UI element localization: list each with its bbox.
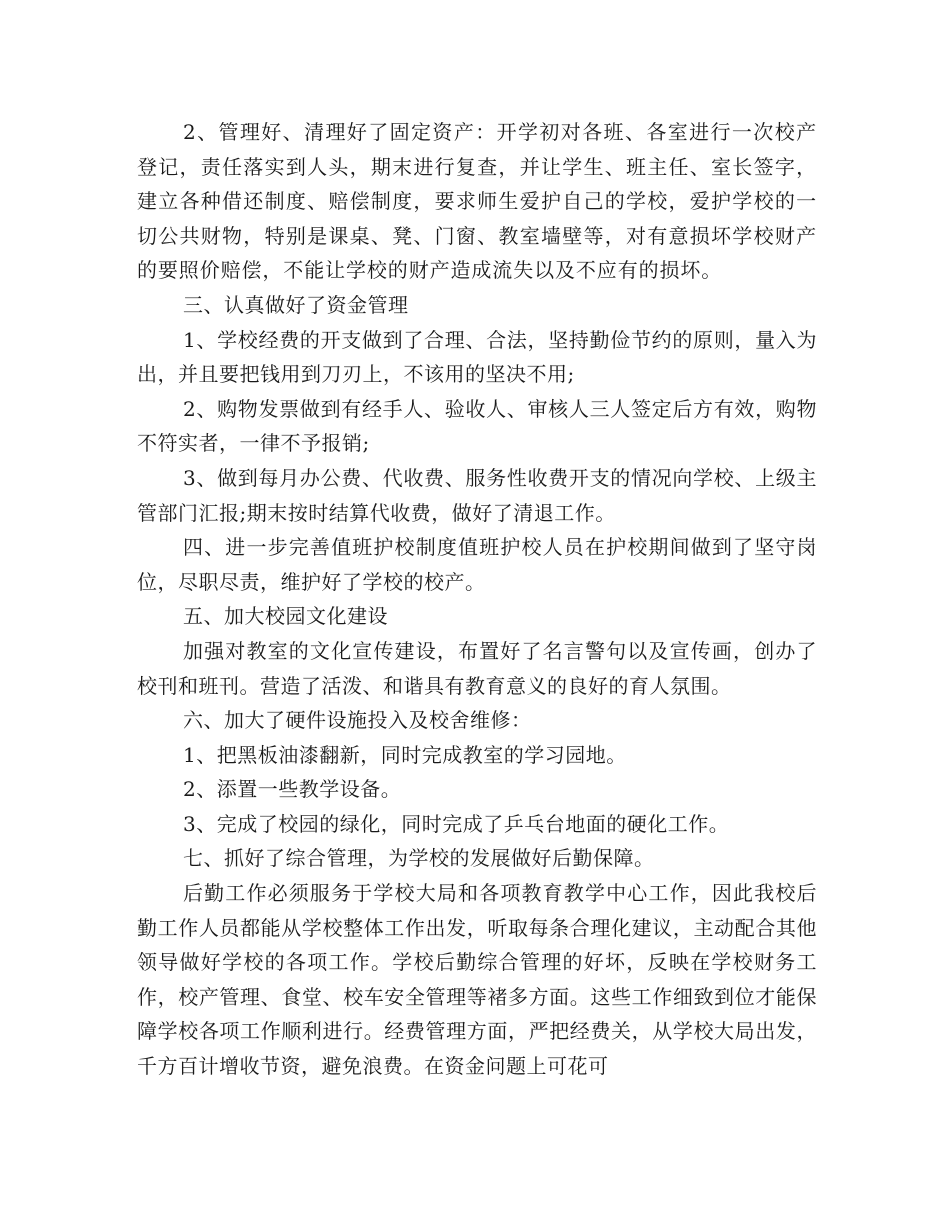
heading-comprehensive-management: 七、抓好了综合管理，为学校的发展做好后勤保障。 [183,846,655,871]
heading-campus-culture: 五、加大校园文化建设 [183,604,388,629]
paragraph-hardware-item-2: 2、添置一些教学设备。 [183,777,402,802]
paragraph-logistics-work: 后勤工作必须服务于学校大局和各项教育教学中心工作，因此我校后勤工作人员都能从学校整体工作出发，听取每条合理化建议，主动配合其他领导做好学校的各项工作。学校后勤综合管理的好坏，反映在学校财务工作，校产管理、食堂、校车安全管理等褚多方面。这些工作细致到位才能保障学校各项工作顺利进行。经费管理方面，严把经费关，从学校大局出发，千方百计增收节资，避免浪费。在资金问题上可花可 [137,881,817,1079]
paragraph-hardware-item-1: 1、把黑板油漆翻新，同时完成教室的学习园地。 [183,742,627,767]
paragraph-duty-system: 四、进一步完善值班护校制度值班护校人员在护校期间做到了坚守岗位，尽职尽责，维护好了学校的校产。 [137,535,817,594]
paragraph-hardware-item-3: 3、完成了校园的绿化，同时完成了乒乓台地面的硬化工作。 [183,811,730,836]
paragraph-fixed-assets: 2、管理好、清理好了固定资产：开学初对各班、各室进行一次校产登记，责任落实到人头，期末进行复查，并让学生、班主任、室长签字，建立各种借还制度、赔偿制度，要求师生爱护自己的学校，爱护学校的一切公共财物，特别是课桌、凳、门窗、教室墙壁等，对有意损坏学校财产的要照价赔偿，不能让学校的财产造成流失以及不应有的损坏。 [137,120,817,283]
paragraph-campus-culture: 加强对教室的文化宣传建设，布置好了名言警句以及宣传画，创办了校刊和班刊。营造了活泼、和谐具有教育意义的良好的育人氛围。 [137,638,817,698]
paragraph-funds-item-3: 3、做到每月办公费、代收费、服务性收费开支的情况向学校、上级主管部门汇报;期末按时结算代收费，做好了清退工作。 [137,465,817,525]
paragraph-funds-item-1: 1、学校经费的开支做到了合理、合法，坚持勤俭节约的原则，量入为出，并且要把钱用到刀刃上，不该用的坚决不用; [137,327,817,387]
heading-hardware-investment: 六、加大了硬件设施投入及校舍维修： [183,708,532,733]
paragraph-funds-item-2: 2、购物发票做到有经手人、验收人、审核人三人签定后方有效，购物不符实者，一律不予报销; [137,396,817,456]
document-body [137,115,817,1084]
heading-funds-management: 三、认真做好了资金管理 [183,292,409,317]
